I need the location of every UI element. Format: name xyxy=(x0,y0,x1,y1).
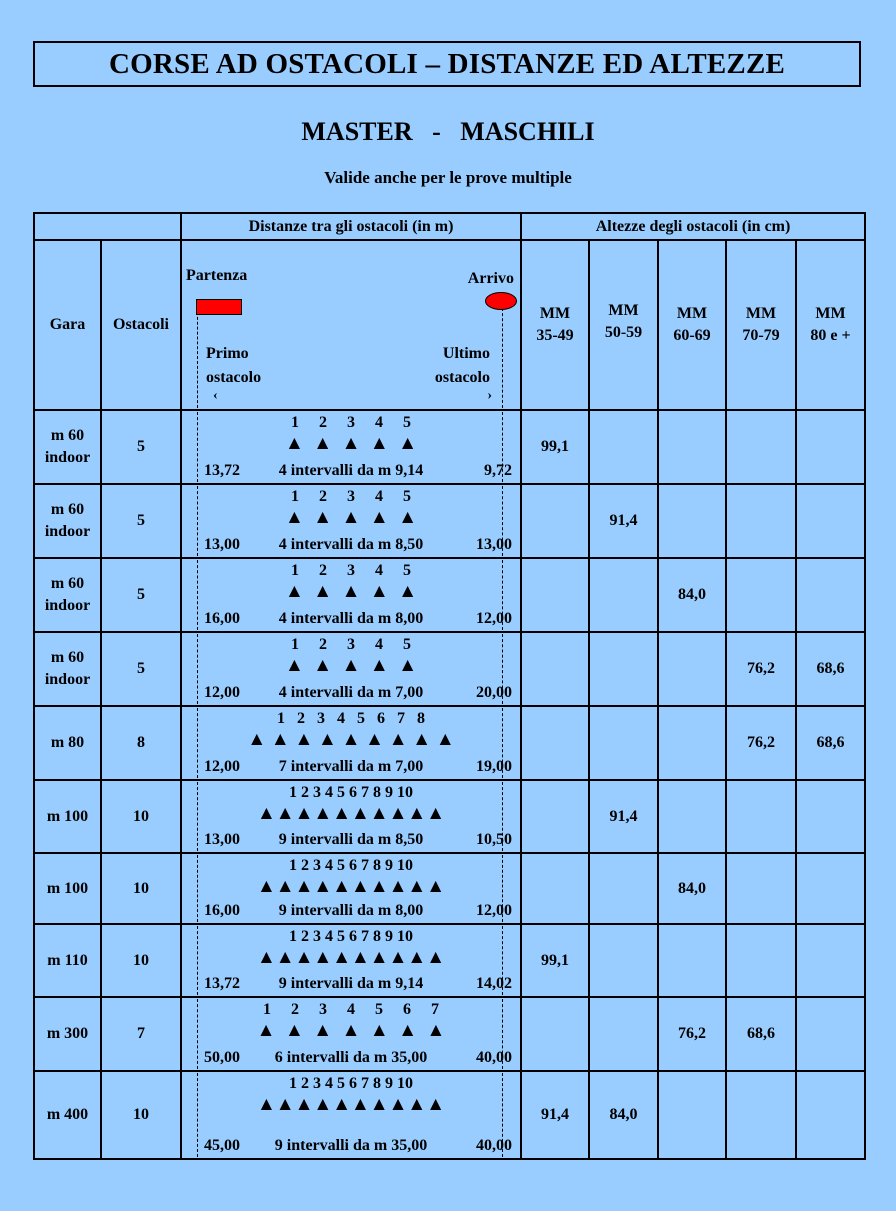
cell-gara xyxy=(34,1071,101,1159)
cell-diagram xyxy=(181,410,521,484)
table-row xyxy=(34,780,865,853)
arrow-left-icon: ‹ xyxy=(213,388,218,403)
cell-height: 84,0 xyxy=(658,853,726,924)
cell-height: 68,6 xyxy=(796,706,865,780)
start-flag-icon xyxy=(196,299,242,315)
cell-ostacoli: 5 xyxy=(101,410,181,484)
intervals-text: 9 intervalli da m 8,00 xyxy=(278,902,424,919)
finish-ball-icon xyxy=(485,292,517,310)
cell-height xyxy=(796,853,865,924)
cell-height xyxy=(796,997,865,1071)
cell-ostacoli: 10 xyxy=(101,780,181,853)
cell-height xyxy=(589,706,658,780)
header-cat-2 xyxy=(589,240,658,410)
cell-height: 76,2 xyxy=(658,997,726,1071)
cell-height: 91,4 xyxy=(589,780,658,853)
hurdle-numbers: 1 2 3 4 5 xyxy=(291,562,411,579)
cell-height xyxy=(796,410,865,484)
cell-gara xyxy=(34,484,101,558)
gara-sub: indoor xyxy=(44,523,91,540)
cell-height xyxy=(726,853,796,924)
table-row xyxy=(34,706,865,780)
table-row xyxy=(34,410,865,484)
cell-ostacoli: 7 xyxy=(101,997,181,1071)
cell-ostacoli: 8 xyxy=(101,706,181,780)
header-row-1 xyxy=(34,213,865,240)
cell-gara xyxy=(34,924,101,997)
cell-height xyxy=(726,1071,796,1159)
last-distance: 9,72 xyxy=(484,462,512,479)
cell-height xyxy=(589,632,658,706)
intervals-text: 4 intervalli da m 7,00 xyxy=(278,684,424,701)
cell-height xyxy=(521,484,589,558)
gara-name: m 100 xyxy=(46,807,89,825)
table-row xyxy=(34,484,865,558)
first-distance: 50,00 xyxy=(204,1049,240,1066)
hurdle-triangle-icons: ▲ ▲ ▲ ▲ ▲ xyxy=(284,655,418,676)
last-distance: 20,00 xyxy=(476,684,512,701)
cell-height: 68,6 xyxy=(726,997,796,1071)
cell-height xyxy=(521,558,589,632)
header-cat-3 xyxy=(658,240,726,410)
intervals-text: 4 intervalli da m 8,00 xyxy=(278,610,424,627)
table-row xyxy=(34,853,865,924)
ultimo-line1: Ultimo xyxy=(442,345,490,362)
cell-diagram xyxy=(181,706,521,780)
gara-name: m 60 xyxy=(50,501,85,518)
cat-l1: MM xyxy=(815,305,846,322)
hurdle-triangle-icons: ▲ ▲ ▲ ▲ ▲ xyxy=(284,433,418,454)
intervals-text: 9 intervalli da m 35,00 xyxy=(274,1137,428,1154)
cell-gara xyxy=(34,410,101,484)
cell-height xyxy=(521,706,589,780)
cat-l1: MM xyxy=(608,302,639,319)
cell-height xyxy=(589,410,658,484)
intervals-text: 9 intervalli da m 9,14 xyxy=(278,975,424,992)
cell-diagram xyxy=(181,632,521,706)
cell-height xyxy=(658,780,726,853)
hurdle-numbers: 1 2 3 4 5 xyxy=(291,488,411,505)
cell-gara xyxy=(34,558,101,632)
cell-gara xyxy=(34,780,101,853)
cell-height xyxy=(658,924,726,997)
cell-gara xyxy=(34,997,101,1071)
header-cat-1 xyxy=(521,240,589,410)
cell-height: 68,6 xyxy=(796,632,865,706)
hurdles-table xyxy=(33,212,866,1160)
cell-height xyxy=(726,558,796,632)
cell-height: 84,0 xyxy=(589,1071,658,1159)
cell-height xyxy=(796,1071,865,1159)
hurdle-numbers: 1 2 3 4 5 6 7 8 9 10 xyxy=(289,857,413,874)
page-title: CORSE AD OSTACOLI – DISTANZE ED ALTEZZE xyxy=(33,41,861,87)
first-distance: 16,00 xyxy=(204,902,240,919)
hurdle-numbers: 1 2 3 4 5 6 7 xyxy=(263,1001,439,1018)
intervals-text: 7 intervalli da m 7,00 xyxy=(278,758,424,775)
first-distance: 13,00 xyxy=(204,831,240,848)
cell-height xyxy=(589,853,658,924)
cat-l2: 70-79 xyxy=(742,327,780,344)
last-distance: 13,00 xyxy=(476,536,512,553)
cell-height xyxy=(658,410,726,484)
cell-height xyxy=(726,410,796,484)
hurdle-numbers: 1 2 3 4 5 6 7 8 9 10 xyxy=(289,784,413,801)
hurdle-numbers: 1 2 3 4 5 6 7 8 9 10 xyxy=(289,928,413,945)
cell-height xyxy=(521,853,589,924)
gara-name: m 300 xyxy=(46,1025,89,1042)
table-row xyxy=(34,924,865,997)
last-distance: 40,00 xyxy=(476,1049,512,1066)
cell-height: 99,1 xyxy=(521,410,589,484)
cell-diagram xyxy=(181,924,521,997)
header-altezze: Altezze degli ostacoli (in cm) xyxy=(521,213,865,240)
cell-height xyxy=(796,924,865,997)
cell-height xyxy=(658,706,726,780)
primo-line1: Primo xyxy=(206,345,249,362)
hurdle-triangle-icons: ▲ ▲ ▲ ▲ ▲ ▲ ▲ ▲ ▲ xyxy=(247,729,455,750)
cat-l2: 80 e + xyxy=(810,327,851,344)
cell-gara xyxy=(34,706,101,780)
cell-height: 91,4 xyxy=(589,484,658,558)
start-line xyxy=(197,312,198,408)
cat-l2: 35-49 xyxy=(536,327,574,344)
cell-gara xyxy=(34,853,101,924)
first-distance: 13,00 xyxy=(204,536,240,553)
gara-name: m 60 xyxy=(50,649,85,666)
gara-sub: indoor xyxy=(44,671,91,688)
hurdle-triangle-icons: ▲ ▲ ▲ ▲ ▲ ▲ ▲ xyxy=(256,1020,446,1041)
last-distance: 12,00 xyxy=(476,610,512,627)
cell-height: 76,2 xyxy=(726,706,796,780)
header-diagram xyxy=(181,240,521,410)
last-distance: 40,00 xyxy=(476,1137,512,1154)
cell-height xyxy=(796,780,865,853)
cell-height xyxy=(521,997,589,1071)
cell-ostacoli: 5 xyxy=(101,484,181,558)
cell-height xyxy=(589,997,658,1071)
intervals-text: 4 intervalli da m 9,14 xyxy=(278,462,424,479)
cell-diagram xyxy=(181,997,521,1071)
last-distance: 14,02 xyxy=(476,975,512,992)
primo-line2: ostacolo xyxy=(206,369,262,386)
cell-ostacoli: 5 xyxy=(101,558,181,632)
cell-height xyxy=(658,1071,726,1159)
gara-name: m 80 xyxy=(50,734,85,751)
last-distance: 19,00 xyxy=(476,758,512,775)
header-cat-5 xyxy=(796,240,865,410)
gara-name: m 110 xyxy=(47,951,88,969)
hurdle-triangle-icons: ▲▲▲▲▲▲▲▲▲▲ xyxy=(256,803,446,824)
cat-l1: MM xyxy=(745,305,777,322)
first-distance: 13,72 xyxy=(204,462,240,479)
cell-diagram xyxy=(181,484,521,558)
first-distance: 45,00 xyxy=(204,1137,240,1154)
intervals-text: 6 intervalli da m 35,00 xyxy=(274,1049,428,1066)
cat-l2: 50-59 xyxy=(604,324,643,341)
cell-height xyxy=(521,780,589,853)
cell-diagram xyxy=(181,853,521,924)
gara-name: m 400 xyxy=(46,1106,89,1123)
cat-l2: 60-69 xyxy=(673,327,711,344)
header-blank xyxy=(34,213,181,240)
hurdle-numbers: 1 2 3 4 5 6 7 8 xyxy=(277,710,425,727)
cell-diagram xyxy=(181,1071,521,1159)
cell-height xyxy=(796,558,865,632)
arrow-right-icon: › xyxy=(487,388,492,403)
partenza-label: Partenza xyxy=(186,267,248,284)
subtitle: MASTER - MASCHILI xyxy=(301,117,595,146)
ultimo-line2: ostacolo xyxy=(434,369,490,386)
gara-name: m 100 xyxy=(46,879,89,897)
cell-height: 91,4 xyxy=(521,1071,589,1159)
cell-height: 99,1 xyxy=(521,924,589,997)
cell-height: 76,2 xyxy=(726,632,796,706)
cell-height xyxy=(726,924,796,997)
hurdle-numbers: 1 2 3 4 5 xyxy=(291,636,411,653)
header-row-2 xyxy=(34,240,865,410)
gara-name: m 60 xyxy=(50,575,85,592)
table-row xyxy=(34,558,865,632)
hurdle-triangle-icons: ▲ ▲ ▲ ▲ ▲ xyxy=(284,581,418,602)
gara-sub: indoor xyxy=(44,597,91,614)
primo-ostacolo-label xyxy=(206,342,261,390)
header-gara: Gara xyxy=(34,240,101,410)
table-row xyxy=(34,997,865,1071)
cell-height xyxy=(589,558,658,632)
cell-gara xyxy=(34,632,101,706)
finish-line xyxy=(502,308,503,408)
intervals-text: 9 intervalli da m 8,50 xyxy=(278,831,424,848)
cell-ostacoli: 5 xyxy=(101,632,181,706)
cell-ostacoli: 10 xyxy=(101,853,181,924)
cell-height: 84,0 xyxy=(658,558,726,632)
cell-height xyxy=(726,780,796,853)
ultimo-ostacolo-label xyxy=(435,342,490,390)
table-row xyxy=(34,1071,865,1159)
hurdle-triangle-icons: ▲ ▲ ▲ ▲ ▲ xyxy=(284,507,418,528)
cell-height xyxy=(726,484,796,558)
cell-ostacoli: 10 xyxy=(101,1071,181,1159)
last-distance: 10,50 xyxy=(476,831,512,848)
gara-name: m 60 xyxy=(50,427,85,444)
cat-l1: MM xyxy=(539,305,571,322)
first-distance: 12,00 xyxy=(204,758,240,775)
last-distance: 12,00 xyxy=(476,902,512,919)
cell-ostacoli: 10 xyxy=(101,924,181,997)
hurdle-numbers: 1 2 3 4 5 xyxy=(291,414,411,431)
hurdle-triangle-icons: ▲▲▲▲▲▲▲▲▲▲ xyxy=(256,947,446,968)
cell-height xyxy=(658,484,726,558)
arrivo-label: Arrivo xyxy=(467,270,514,287)
hurdle-numbers: 1 2 3 4 5 6 7 8 9 10 xyxy=(289,1075,413,1092)
header-ostacoli: Ostacoli xyxy=(101,240,181,410)
cell-height xyxy=(796,484,865,558)
hurdle-triangle-icons: ▲▲▲▲▲▲▲▲▲▲ xyxy=(256,1094,446,1115)
header-cat-4 xyxy=(726,240,796,410)
first-distance: 13,72 xyxy=(204,975,240,992)
intervals-text: 4 intervalli da m 8,50 xyxy=(278,536,424,553)
note: Valide anche per le prove multiple xyxy=(324,168,572,187)
gara-sub: indoor xyxy=(44,449,91,466)
first-distance: 16,00 xyxy=(204,610,240,627)
cell-diagram xyxy=(181,558,521,632)
cell-diagram xyxy=(181,780,521,853)
cell-height xyxy=(521,632,589,706)
first-distance: 12,00 xyxy=(204,684,240,701)
cat-l1: MM xyxy=(676,305,708,322)
table-row xyxy=(34,632,865,706)
cell-height xyxy=(589,924,658,997)
header-distanze: Distanze tra gli ostacoli (in m) xyxy=(181,213,521,240)
hurdle-triangle-icons: ▲▲▲▲▲▲▲▲▲▲ xyxy=(256,876,446,897)
cell-height xyxy=(658,632,726,706)
